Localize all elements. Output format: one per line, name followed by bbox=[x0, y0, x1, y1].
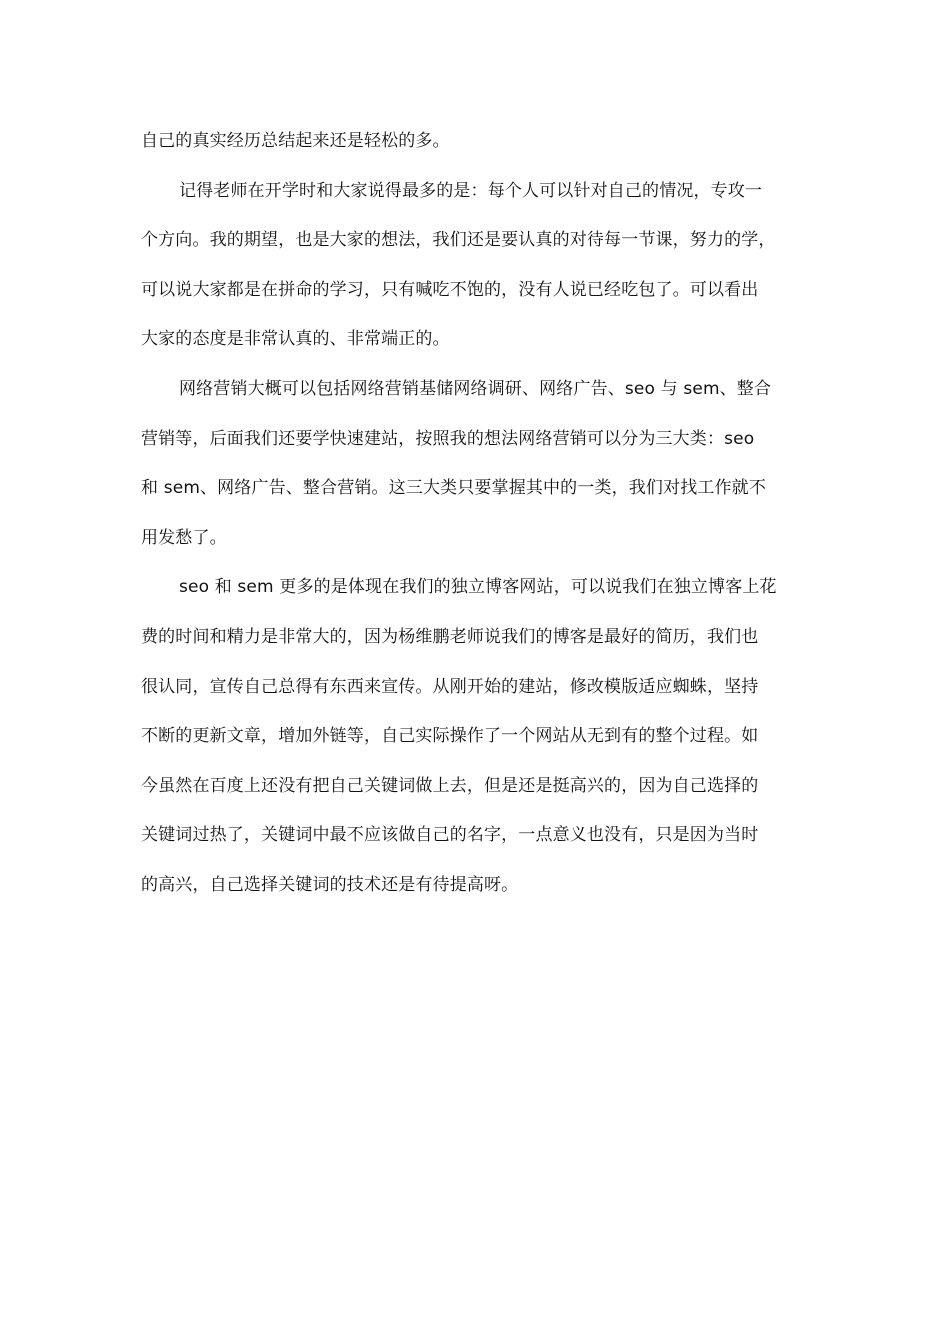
document-body bbox=[141, 117, 803, 911]
text-line: 关键词过热了，关键词中最不应该做自己的名字，一点意义也没有，只是因为当时 bbox=[141, 825, 759, 846]
text-line: 不断的更新文章，增加外链等，自己实际操作了一个网站从无到有的整个过程。如 bbox=[141, 726, 759, 747]
text-line: 今虽然在百度上还没有把自己关键词做上去，但是还是挺高兴的，因为自己选择的 bbox=[141, 775, 759, 796]
text-line: 自己的真实经历总结起来还是轻松的多。 bbox=[141, 131, 450, 151]
text-line: 的高兴，自己选择关键词的技术还是有待提高呀。 bbox=[141, 874, 519, 895]
text-line: 用发愁了。 bbox=[141, 527, 227, 548]
paragraph-first-line: 记得老师在开学时和大家说得最多的是：每个人可以针对自己的情况，专攻一 bbox=[179, 180, 763, 201]
text-line: 费的时间和精力是非常大的，因为杨维鹏老师说我们的博客是最好的简历，我们也 bbox=[141, 626, 759, 647]
text-line: 和 sem、网络广告、整合营销。这三大类只要掌握其中的一类，我们对找工作就不 bbox=[141, 478, 766, 499]
text-line: 个方向。我的期望，也是大家的想法，我们还是要认真的对待每一节课，努力的学， bbox=[141, 230, 776, 251]
paragraph-first-line: seo 和 sem 更多的是体现在我们的独立博客网站，可以说我们在独立博客上花 bbox=[179, 577, 777, 598]
text-line: 大家的态度是非常认真的、非常端正的。 bbox=[141, 329, 450, 350]
paragraph-first-line: 网络营销大概可以包括网络营销基储网络调研、网络广告、seo 与 sem、整合 bbox=[179, 378, 772, 399]
text-line: 可以说大家都是在拼命的学习，只有喊吃不饱的，没有人说已经吃包了。可以看出 bbox=[141, 279, 759, 300]
text-line: 很认同，宣传自己总得有东西来宣传。从刚开始的建站，修改模版适应蜘蛛，坚持 bbox=[141, 676, 759, 697]
text-line: 营销等，后面我们还要学快速建站，按照我的想法网络营销可以分为三大类：seo bbox=[141, 428, 755, 449]
